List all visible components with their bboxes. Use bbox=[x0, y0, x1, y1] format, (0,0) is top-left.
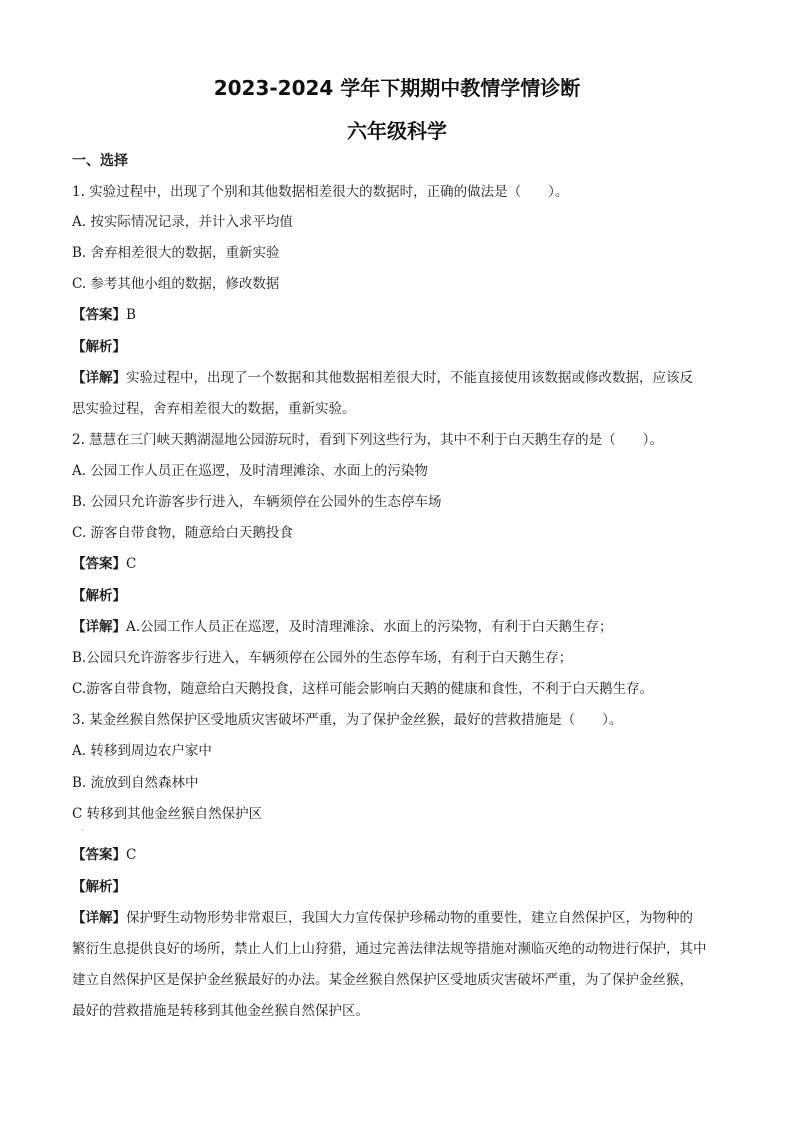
answer-label: 【答案】 bbox=[72, 556, 126, 572]
answer-value: C bbox=[126, 847, 137, 863]
question-1-stem: 1. 实验过程中，出现了个别和其他数据相差很大的数据时，正确的做法是（ ）。 bbox=[72, 184, 569, 200]
stray-dot-mark: · bbox=[81, 826, 84, 835]
question-3-option-c: C 转移到其他金丝猴自然保护区 bbox=[72, 806, 263, 822]
answer-label: 【答案】 bbox=[72, 847, 126, 863]
question-3-stem: 3. 某金丝猴自然保护区受地质灾害破坏严重，为了保护金丝猴，最好的营救措施是（ ）。 bbox=[72, 712, 623, 728]
question-3-option-b: B. 流放到自然森林中 bbox=[72, 775, 199, 791]
question-2-option-b: B. 公园只允许游客步行进入，车辆须停在公园外的生态停车场 bbox=[72, 494, 442, 510]
question-3-analysis-label: 【解析】 bbox=[72, 879, 126, 895]
question-2-option-a: A. 公园工作人员正在巡逻，及时清理滩涂、水面上的污染物 bbox=[72, 463, 428, 479]
document-subtitle: 六年级科学 bbox=[347, 119, 447, 143]
answer-value: B bbox=[126, 307, 136, 323]
question-1-option-a: A. 按实际情况记录，并计入求平均值 bbox=[72, 214, 293, 230]
document-title: 2023-2024 学年下期期中教情学情诊断 bbox=[213, 76, 581, 100]
question-2-analysis-label: 【解析】 bbox=[72, 588, 126, 604]
question-3-answer bbox=[72, 846, 722, 864]
question-2-option-c: C. 游客自带食物，随意给白天鹅投食 bbox=[72, 525, 293, 541]
question-1-analysis-label: 【解析】 bbox=[72, 339, 126, 355]
question-1-option-b: B. 舍弃相差很大的数据，重新实验 bbox=[72, 245, 280, 261]
question-2-detail bbox=[72, 618, 722, 636]
question-3-detail bbox=[72, 909, 722, 927]
detail-label: 【详解】 bbox=[72, 370, 126, 386]
question-1-answer bbox=[72, 306, 722, 324]
question-2-stem: 2. 慧慧在三门峡天鹅湖湿地公园游玩时，看到下列这些行为，其中不利于白天鹅生存的是（ ）。 bbox=[72, 432, 663, 448]
question-3-detail-cont-2: 建立自然保护区是保护金丝猴最好的办法。某金丝猴自然保护区受地质灾害破坏严重，为了保护金丝猴， bbox=[72, 972, 693, 988]
answer-label: 【答案】 bbox=[72, 307, 126, 323]
question-1-detail-cont: 思实验过程，舍弃相差很大的数据，重新实验。 bbox=[72, 401, 356, 417]
question-1-detail bbox=[72, 369, 722, 387]
detail-text: 实验过程中，出现了一个数据和其他数据相差很大时，不能直接使用该数据或修改数据，应该反 bbox=[126, 370, 693, 386]
question-2-detail-cont-1: B.公园只允许游客步行进入，车辆须停在公园外的生态停车场，有利于白天鹅生存； bbox=[72, 650, 573, 666]
answer-value: C bbox=[126, 556, 137, 572]
question-2-detail-cont-2: C.游客自带食物，随意给白天鹅投食，这样可能会影响白天鹅的健康和食性，不利于白天鹅生存。 bbox=[72, 681, 654, 697]
question-2-answer bbox=[72, 555, 722, 573]
question-3-detail-cont-3: 最好的营救措施是转移到其他金丝猴自然保护区。 bbox=[72, 1003, 369, 1019]
question-1-option-c: C. 参考其他小组的数据，修改数据 bbox=[72, 276, 280, 292]
question-3-detail-cont-1: 繁衍生息提供良好的场所，禁止人们上山狩猎，通过完善法律法规等措施对濒临灭绝的动物进行保护，其中 bbox=[72, 941, 707, 957]
detail-label: 【详解】 bbox=[72, 619, 126, 635]
detail-text: 保护野生动物形势非常艰巨，我国大力宣传保护珍稀动物的重要性，建立自然保护区，为物种的 bbox=[126, 910, 693, 926]
question-3-option-a: A. 转移到周边农户家中 bbox=[72, 743, 212, 759]
section-heading: 一、选择 bbox=[72, 153, 128, 169]
detail-text: A.公园工作人员正在巡逻，及时清理滩涂、水面上的污染物，有利于白天鹅生存； bbox=[126, 619, 613, 635]
detail-label: 【详解】 bbox=[72, 910, 126, 926]
